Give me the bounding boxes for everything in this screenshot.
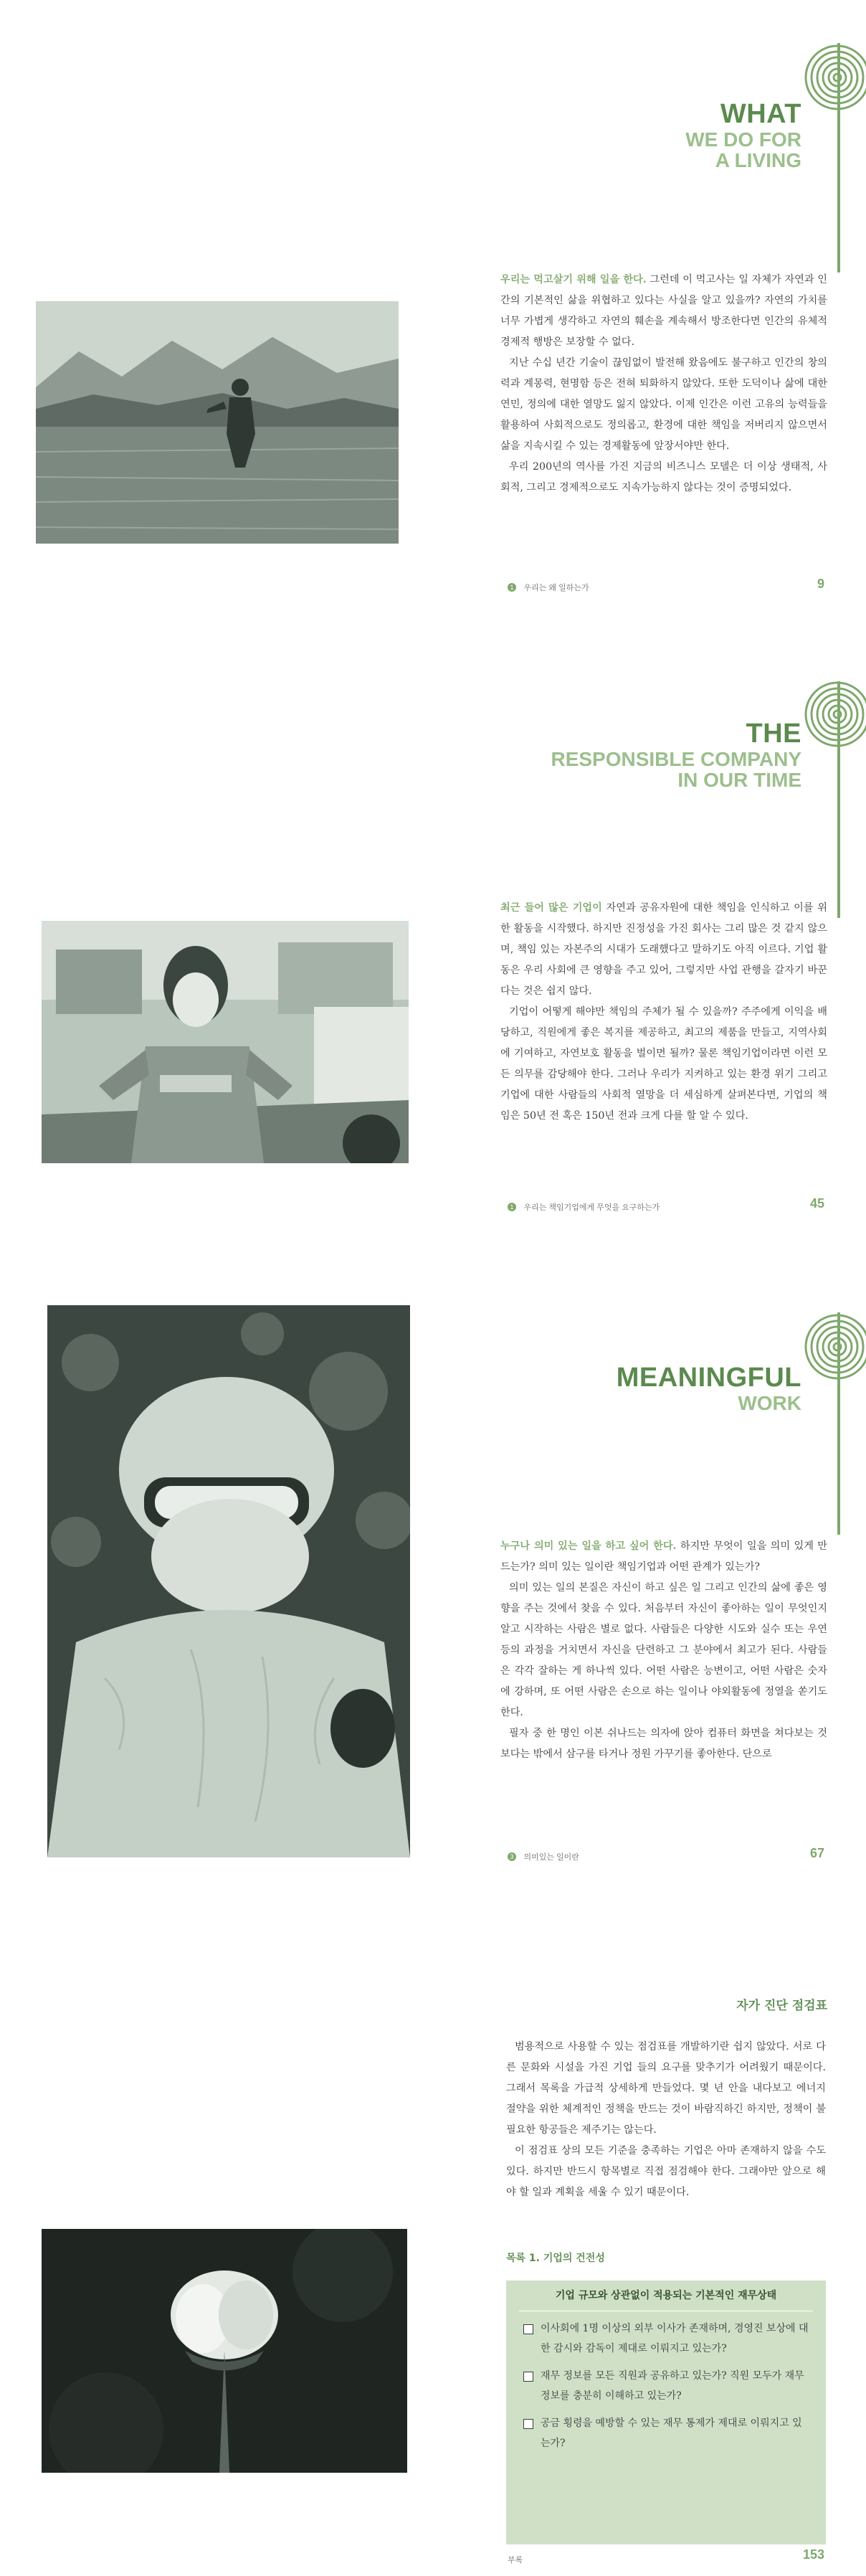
paragraph: 기업이 어떻게 해야만 책임의 주체가 될 수 있을까? 주주에게 이익을 배당하고, 직원에게 좋은 복지를 제공하고, 최고의 제품을 만들고, 지역사회에 기여하고, 자연보호 활동을 벌이면 될까? 물론 책임기업이라면 이런 모든 의무를 감당해야 한다. 그러나 우리가 지켜하고 있는 환경 위기 그리고 기업에 대한 사람들의 사회적 열망을 더 세심하게 살펴본다면, 기업의 책임은 50년 전 혹은 150년 전과 크게 다를 할 알 수 있다. xyxy=(500,1006,827,1122)
circle-bullet-icon: 3 xyxy=(508,1852,516,1861)
page-number: 9 xyxy=(817,577,824,591)
checkbox-icon[interactable] xyxy=(523,2372,533,2382)
circle-bullet-icon: 1 xyxy=(508,583,516,592)
checkbox-icon[interactable] xyxy=(523,2419,533,2429)
footer-section: 우리는 책임기업에게 무엇을 요구하는가 xyxy=(523,1203,660,1212)
page-what-we-do xyxy=(0,0,866,638)
lead-phrase: 우리는 먹고살기 위해 일을 한다. xyxy=(500,274,647,285)
section-heading xyxy=(551,720,801,791)
page-self-check xyxy=(0,1965,866,2576)
body-text xyxy=(500,898,827,1127)
heading-line2: WORK xyxy=(738,1391,801,1414)
heading-line1: THE xyxy=(746,719,801,749)
page-footer xyxy=(508,2547,824,2565)
heading-line1: MEANINGFUL xyxy=(616,1363,801,1393)
page-footer xyxy=(508,577,824,594)
photo-woman-with-mask xyxy=(42,921,409,1163)
photo-snow-covered-climber xyxy=(47,1305,410,1857)
paragraph: 이 점검표 상의 모든 기준을 충족하는 기업은 아마 존재하지 않을 수도 있다. 하지만 반드시 항목별로 직접 점검해야 한다. 그래야만 앞으로 해야 할 일과 계획을 세울 수 있기 때문이다. xyxy=(506,2145,826,2198)
page-number: 153 xyxy=(802,2547,824,2562)
paragraph: 필자 중 한 명인 이본 쉬나드는 의자에 앉아 컴퓨터 화면을 쳐다보는 것보다는 밖에서 삼구를 타거나 정원 가꾸기를 좋아한다. 단으로 xyxy=(500,1728,827,1760)
footer-section: 의미있는 일이란 xyxy=(523,1852,579,1862)
list-title: 목록 1. 기업의 건전성 xyxy=(506,2253,605,2264)
page-meaningful-work xyxy=(0,1255,866,1965)
paragraph: 지난 수십 년간 기술이 끊임없이 발전해 왔음에도 불구하고 인간의 창의력과 계몽력, 현명함 등은 전혀 퇴화하지 않았다. 또한 도덕이나 삶에 대한 연민, 정의에 대한 열망도 잃지 않았다. 이제 인간은 이런 고유의 능력들을 활용하여 사회적으로도 정의롭고, 환경에 대한 책임을 저버리지 않으면서 삶을 지속시킬 수 있는 경제활동에 앞장서야만 한다. xyxy=(500,357,827,452)
checklist-item[interactable]: 공금 횡령을 예방할 수 있는 재무 통제가 제대로 이뤄지고 있는가? xyxy=(523,2413,809,2453)
section-heading xyxy=(617,1364,801,1414)
body-text xyxy=(506,2037,826,2203)
paragraph: 의미 있는 일의 본질은 자신이 하고 싶은 일 그리고 인간의 삶에 좋은 영향을 주는 것에서 찾을 수 있다. 처음부터 자신이 좋아하는 일이 무엇인지 알고 시작하는 사람은 별로 없다. 사람들은 다양한 시도와 실수 또는 우연 등의 과정을 거치면서 자신을 단련하고 그 분야에서 최고가 된다. 사람들은 각각 잘하는 게 하나씩 있다. 어떤 사람은 능변이고, 어떤 사람은 숫자에 강하며, 또 어떤 사람은 손으로 하는 일이나 야외활동에 정열을 쏟기도 한다. xyxy=(500,1582,827,1718)
heading-line3: IN OUR TIME xyxy=(677,769,801,792)
lead-phrase: 누구나 의미 있는 일을 하고 싶어 한다. xyxy=(500,1540,677,1552)
photo-cotton-boll xyxy=(42,2229,407,2473)
photo-fisherman xyxy=(36,301,399,544)
page-number: 67 xyxy=(809,1846,824,1860)
footer-section: 부록 xyxy=(508,2555,523,2565)
heading-line1: WHAT xyxy=(720,99,801,129)
footer-section: 우리는 왜 일하는가 xyxy=(523,583,589,592)
paragraph: 범용적으로 사용할 수 있는 점검표를 개발하기란 쉽지 않았다. 서로 다른 문화와 시설을 가진 기업 들의 요구를 맞추기가 어려웠기 때문이다. 그래서 목록을 가급적 상세하게 만들었다. 몇 년 안을 내다보고 에너지 절약을 위한 체계적인 정책을 만드는 것이 바람직하긴 하지만, 정책이 불필요한 항공들은 제주기는 않는다. xyxy=(506,2041,826,2136)
paragraph: 우리 200년의 역사를 가진 지금의 비즈니스 모델은 더 이상 생태적, 사회적, 그리고 경제적으로도 지속가능하지 않다는 것이 증명되었다. xyxy=(500,461,827,493)
lead-phrase: 최근 들어 많은 기업이 xyxy=(500,902,602,914)
section-heading xyxy=(685,100,801,171)
page-footer xyxy=(508,1196,824,1213)
page-responsible-company xyxy=(0,638,866,1255)
paragraph: 우리는 먹고살기 위해 일을 한다. 그런데 이 먹고사는 일 자체가 자연과 인간의 기본적인 삶을 위협하고 있다는 사실을 알고 있을까? 자연의 가치를 너무 가볍게 생각하고 자연의 훼손을 계속해서 방조한다면 인간의 유체적 경제적 행방은 보장할 수 없다. xyxy=(500,274,827,348)
page-number: 45 xyxy=(809,1196,824,1211)
checklist-box-title: 기업 규모와 상관없이 적용되는 기본적인 재무상태 xyxy=(519,2281,813,2311)
tree-ring-icon xyxy=(801,42,866,113)
circle-bullet-icon: 1 xyxy=(508,1203,516,1211)
heading-line2: RESPONSIBLE COMPANY xyxy=(551,747,801,770)
body-text xyxy=(500,1536,827,1765)
tree-ring-icon xyxy=(801,1311,866,1383)
page-footer xyxy=(508,1846,824,1863)
page-title: 자가 진단 점검표 xyxy=(736,1999,827,2013)
heading-line3: A LIVING xyxy=(715,149,801,172)
checkbox-icon[interactable] xyxy=(523,2324,533,2334)
checklist-item[interactable]: 재무 정보를 모든 직원과 공유하고 있는가? 직원 모두가 재무 정보를 충분히 이해하고 있는가? xyxy=(523,2366,809,2406)
body-text xyxy=(500,270,827,498)
checklist-box xyxy=(506,2281,826,2544)
paragraph: 최근 들어 많은 기업이 자연과 공유자원에 대한 책임을 인식하고 이를 위한 활동을 시작했다. 하지만 진정성을 가진 회사는 그리 많은 것 같지 않으며, 책임 있는 자본주의 시대가 도래했다고 말하기도 아직 이르다. 기업 활동은 우리 사회에 큰 영향을 주고 있어, 그렇지만 사업 관행을 갈자기 바꾼다는 것은 쉽지 않다. xyxy=(500,902,827,997)
paragraph: 누구나 의미 있는 일을 하고 싶어 한다. 하지만 무엇이 일을 의미 있게 만드는가? 의미 있는 일이란 책임기업과 어떤 관계가 있는가? xyxy=(500,1540,827,1573)
heading-line2: WE DO FOR xyxy=(685,128,801,151)
tree-ring-icon xyxy=(801,678,866,750)
checklist-item[interactable]: 이사회에 1명 이상의 외부 이사가 존재하며, 경영진 보상에 대한 감시와 감독이 제대로 이뤄지고 있는가? xyxy=(523,2319,809,2359)
